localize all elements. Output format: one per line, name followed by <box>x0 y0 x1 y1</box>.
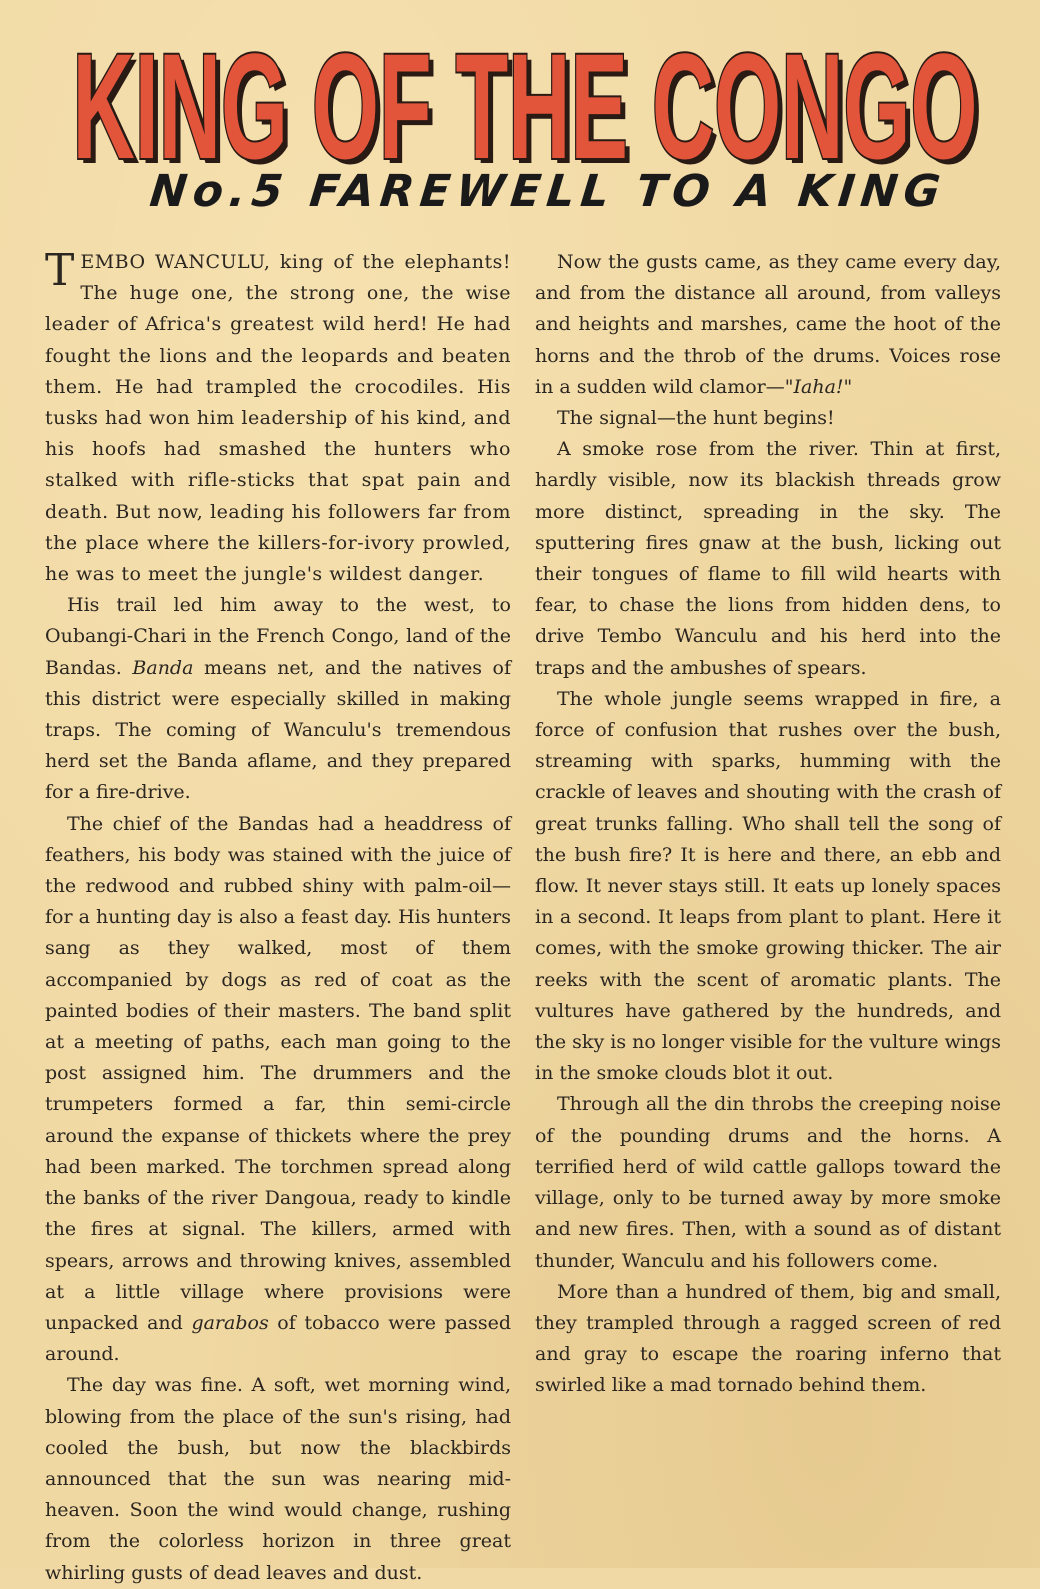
paragraph-1 <box>45 247 511 590</box>
paragraph-6: The signal—the hunt begins! <box>557 407 835 430</box>
italic-word-garabos: garabos <box>191 1311 269 1334</box>
paragraph-3 <box>45 809 511 1371</box>
text-column-left <box>45 245 512 1584</box>
story-subtitle: No.5 FAREWELL TO A KING <box>147 166 949 217</box>
italic-word-iaha: "Iaha!" <box>784 375 853 398</box>
paragraph-2 <box>45 590 511 808</box>
text-column-right <box>535 247 1001 1537</box>
paragraph-3-text-a: The chief of the Bandas had a headdress of feathers, his body was stained with the juice of the redwood and rubbed shiny with palm-oil—for a hunting day is also a feast day. His hunters sang as they walked, most of them accompanied by dogs as red of coat as the painted bodies of their masters. The band split at a meeting of paths, each man going to the post assigned him. The drummers and the trumpeters formed a far, thin semi-circle around the expanse of thickets where the prey had been marked. The torchmen spread along the banks of the river Dangoua, ready to kindle the fires at signal. The killers, armed with spears, arrows and throwing knives, assembled at a little village where provisions were unpacked and <box>45 812 511 1334</box>
paragraph-3-text-b: of tobacco were passed around. <box>45 1311 512 1366</box>
italic-word-banda: Banda <box>132 656 194 679</box>
paragraph-8: The whole jungle seems wrapped in fire, a force of confusion that rushes over the bush, streaming with sparks, humming with the crackle of leaves and shouting with the crash of great trunks falling. Who shall tell the song of the bush fire? It is here and there, an ebb and flow. It never stays still. It eats up lonely spaces in a second. It leaps from plant to plant. Here it comes, with the smoke growing thicker. The air reeks with the scent of aromatic plants. The vultures have gathered by the hundreds, and the sky is no longer visible for the vulture wings in the smoke clouds blot it out. <box>535 687 1001 1085</box>
paragraph-10: More than a hundred of them, big and small, they trampled through a ragged screen of red and gray to escape the roaring inferno that swirled like a mad tornado behind them. <box>535 1280 1001 1397</box>
paragraph-1-text: EMBO WANCULU, king of the elephants! The huge one, the strong one, the wise leader of Africa's greatest wild herd! He had fought the lions and the leopards and beaten them. He had trampled the crocodiles. His tusks had won him leadership of his kind, and his hoofs had smashed the hunters who stalked with rifle-sticks that spat pain and death. But now, leading his followers far from the place where the killers-for-ivory prowled, he was to meet the jungle's wildest danger. <box>45 251 511 586</box>
paragraph-2-text-b: means net, and the natives of this district were especially skilled in making traps. The coming of Wanculu's tremendous herd set the Banda aflame, and they prepared for a fire-drive. <box>45 656 512 804</box>
story-title-text: KING OF THE CONGO <box>72 22 978 190</box>
paragraph-4: The day was fine. A soft, wet morning wind, blowing from the place of the sun's rising, had cooled the bush, but now the blackbirds announced that the sun was nearing mid-heaven. Soon the wind would change, rushing from the colorless horizon in three great whirling gusts of dead leaves and dust. <box>45 1374 511 1584</box>
paragraph-7: A smoke rose from the river. Thin at first, hardly visible, now its blackish threads grow more distinct, spreading in the sky. The sputtering fires gnaw at the bush, licking out their tongues of flame to fill wild hearts with fear, to chase the lions from hidden dens, to drive Tembo Wanculu and his herd into the traps and the ambushes of spears. <box>535 438 1001 679</box>
paragraph-5-text-a: Now the gusts came, as they came every day, and from the distance all around, from valleys and heights and marshes, came the hoot of the horns and the throb of the drums. Voices rose in a sudden wild clamor— <box>535 251 1001 398</box>
story-title-shadow: KING OF THE CONGO <box>77 27 983 195</box>
drop-cap: T <box>45 245 75 296</box>
paragraph-9: Through all the din throbs the creeping noise of the pounding drums and the horns. A terrified herd of wild cattle gallops toward the village, only to be turned away by more smoke and new fires. Then, with a sound as of distant thunder, Wanculu and his followers come. <box>535 1093 1001 1272</box>
paragraph-5 <box>535 247 1001 403</box>
paragraph-2-text-a: His trail led him away to the west, to Oubangi-Chari in the French Congo, land of the Bandas. <box>45 594 511 679</box>
